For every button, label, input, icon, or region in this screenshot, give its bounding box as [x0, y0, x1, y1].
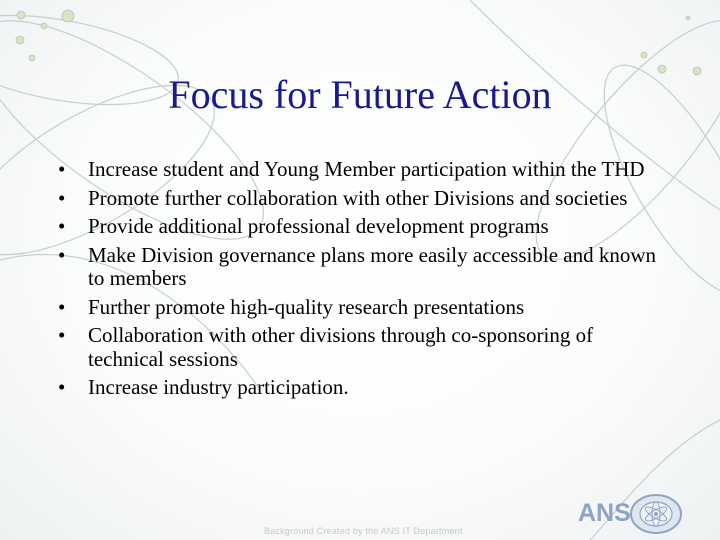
list-item-text: Further promote high-quality research presentations — [88, 294, 525, 319]
slide-title: Focus for Future Action — [168, 72, 552, 117]
bullet-marker: • — [58, 375, 66, 399]
ans-logo-text: ANS — [578, 499, 631, 527]
list-item — [56, 324, 656, 371]
list-item — [56, 215, 656, 239]
list-item — [56, 244, 656, 291]
background-credit: Background Created by the ANS IT Department — [264, 526, 463, 536]
list-item-text: Provide additional professional development programs — [88, 214, 549, 238]
bullet-marker: • — [58, 185, 66, 210]
list-item-text: Promote further collaboration with other Divisions and societies — [88, 185, 628, 210]
list-item — [56, 376, 656, 400]
list-item — [56, 158, 656, 182]
bullet-marker: • — [58, 294, 66, 319]
bullet-marker: • — [58, 214, 66, 238]
bullet-marker: • — [58, 242, 66, 267]
bullet-list — [56, 158, 656, 405]
list-item-text: Increase industry participation. — [88, 375, 349, 399]
list-item-text: Collaboration with other divisions through co-sponsoring of technical sessions — [88, 323, 594, 371]
ans-seal-icon — [628, 493, 684, 535]
list-item — [56, 296, 656, 320]
list-item — [56, 187, 656, 211]
list-item-text: Make Division governance plans more easily accessible and known to members — [88, 242, 656, 290]
list-item-text: Increase student and Young Member participation within the THD — [88, 157, 645, 181]
bullet-marker: • — [58, 323, 66, 347]
bullet-marker: • — [58, 157, 66, 181]
